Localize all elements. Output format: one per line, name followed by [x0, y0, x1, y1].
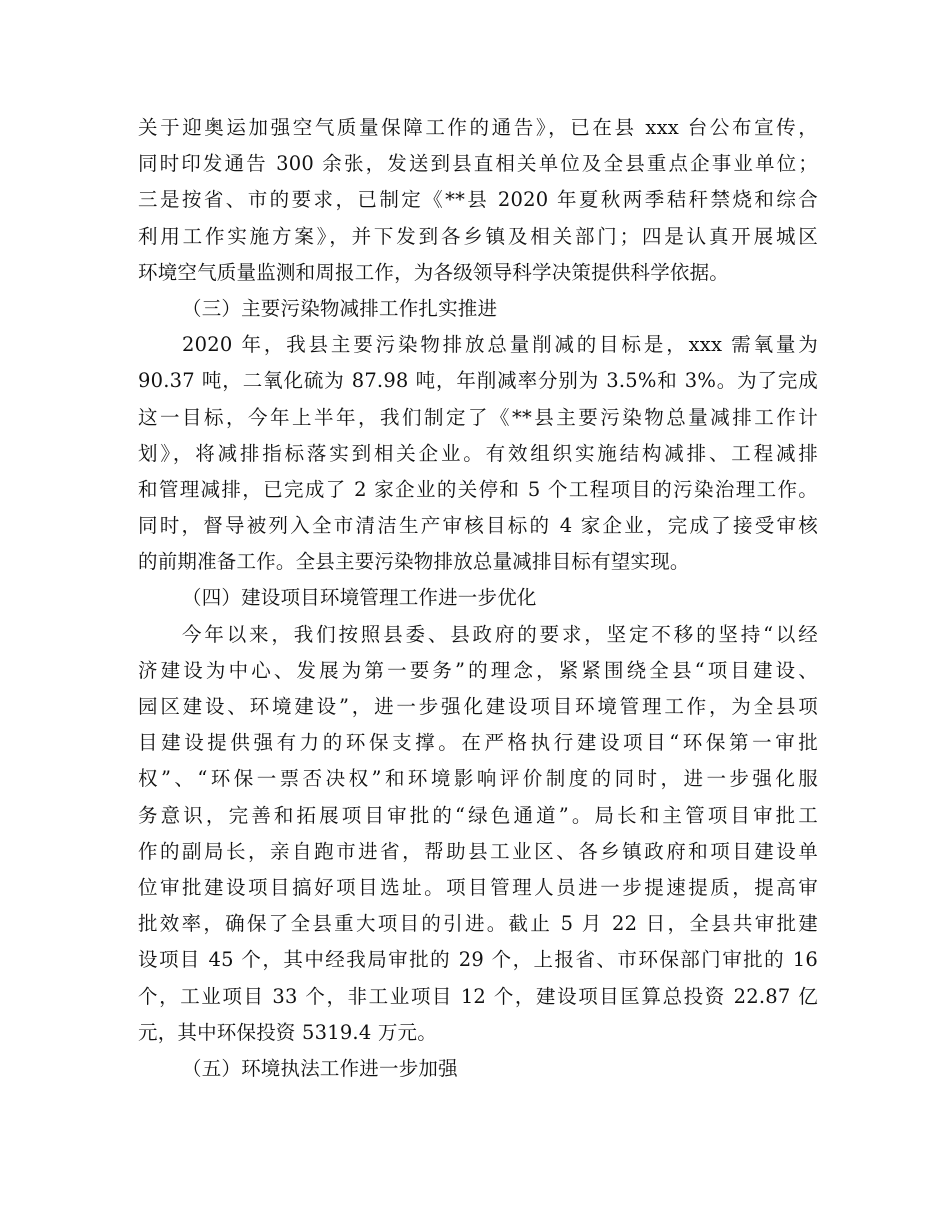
paragraph-line: 务意识，完善和拓展项目审批的“绿色通道”。局长和主管项目审批工 [138, 803, 818, 827]
paragraph-line: 目建设提供强有力的环保支撑。在严格执行建设项目“环保第一审批 [138, 731, 818, 755]
section-heading: （三）主要污染物减排工作扎实推进 [182, 296, 498, 320]
paragraph-line: 90.37 吨，二氧化硫为 87.98 吨，年削减率分别为 3.5%和 3%。为了完成 [138, 369, 818, 393]
paragraph-line: 同时，督导被列入全市清洁生产审核目标的 4 家企业，完成了接受审核 [138, 514, 818, 538]
paragraph-line: 划》，将减排指标落实到相关企业。有效组织实施结构减排、工程减排 [138, 441, 818, 465]
paragraph-line: 的前期准备工作。全县主要污染物排放总量减排目标有望实现。 [138, 550, 690, 574]
paragraph-line: 作的副局长，亲自跑市进省，帮助县工业区、各乡镇政府和项目建设单 [138, 839, 818, 863]
paragraph-line: 济建设为中心、发展为第一要务”的理念，紧紧围绕全县“项目建设、 [138, 658, 818, 682]
paragraph-line: 这一目标，今年上半年，我们制定了《**县主要污染物总量减排工作计 [138, 405, 818, 429]
paragraph-line: 位审批建设项目搞好项目选址。项目管理人员进一步提速提质，提高审 [138, 875, 818, 899]
section-heading: （五）环境执法工作进一步加强 [182, 1056, 458, 1080]
paragraph-line: 个，工业项目 33 个，非工业项目 12 个，建设项目匡算总投资 22.87 亿 [138, 984, 818, 1008]
paragraph-line: 权”、“环保一票否决权”和环境影响评价制度的同时，进一步强化服 [138, 767, 818, 791]
paragraph-line: 三是按省、市的要求，已制定《**县 2020 年夏秋两季秸秆禁烧和综合 [138, 188, 818, 212]
paragraph-line: 和管理减排，已完成了 2 家企业的关停和 5 个工程项目的污染治理工作。 [138, 477, 818, 501]
paragraph-line: 元，其中环保投资 5319.4 万元。 [138, 1020, 437, 1044]
paragraph-line: 利用工作实施方案》，并下发到各乡镇及相关部门；四是认真开展城区 [138, 224, 818, 248]
paragraph-line: 批效率，确保了全县重大项目的引进。截止 5 月 22 日，全县共审批建 [138, 912, 818, 936]
paragraph-line: 今年以来，我们按照县委、县政府的要求，坚定不移的坚持“以经 [182, 622, 818, 646]
paragraph-line: 园区建设、环境建设”，进一步强化建设项目环境管理工作，为全县项 [138, 695, 818, 718]
document-body [138, 110, 818, 1087]
paragraph-line: 同时印发通告 300 余张，发送到县直相关单位及全县重点企事业单位； [138, 152, 818, 176]
paragraph-line: 环境空气质量监测和周报工作，为各级领导科学决策提供科学依据。 [138, 260, 730, 284]
paragraph-line: 关于迎奥运加强空气质量保障工作的通告》，已在县 xxx 台公布宣传， [138, 116, 818, 139]
section-heading: （四）建设项目环境管理工作进一步优化 [182, 586, 537, 610]
paragraph-line: 设项目 45 个，其中经我局审批的 29 个，上报省、市环保部门审批的 16 [138, 948, 818, 972]
paragraph-line: 2020 年，我县主要污染物排放总量削减的目标是，xxx 需氧量为 [182, 333, 818, 357]
